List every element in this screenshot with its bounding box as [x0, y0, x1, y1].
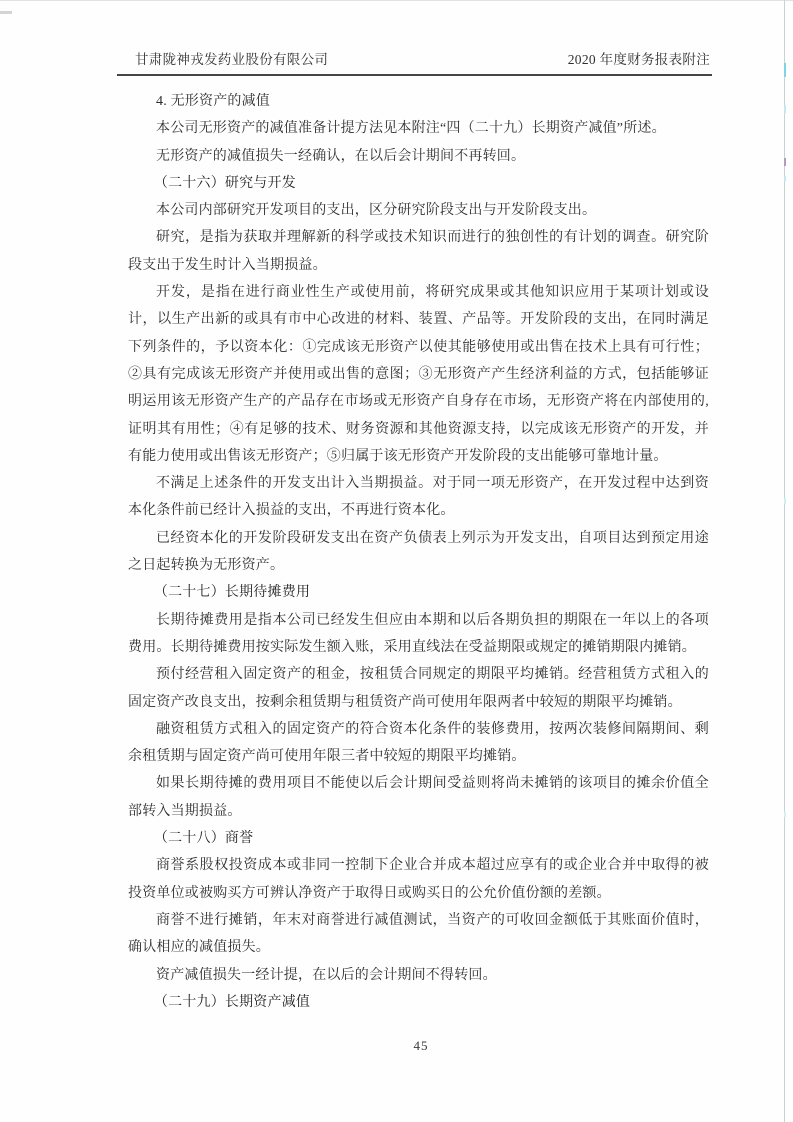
header-company-name: 甘肃陇神戎发药业股份有限公司 — [135, 52, 329, 67]
scan-corner-mark — [0, 11, 12, 14]
section-heading: （二十七）长期待摊费用 — [153, 585, 311, 601]
scan-artifact-tick — [784, 498, 786, 504]
paragraph: 已经资本化的开发阶段研发支出在资产负债表上列示为开发支出，自项目达到预定用途之日起转换为无形资产。 — [128, 530, 709, 574]
paragraph: 如果长期待摊的费用项目不能使以后会计期间受益则将尚未摊销的该项目的摊余价值全部转入当期损益。 — [128, 776, 709, 819]
scan-artifact-tick — [784, 176, 786, 181]
scan-artifact-tick — [784, 158, 786, 166]
subsection-heading: 4. 无形资产的减值 — [156, 94, 270, 109]
paragraph: 本公司无形资产的减值准备计提方法见本附注“四（二十九）长期资产减值”所述。 — [156, 121, 666, 137]
paragraph: 资产减值损失一经计提，在以后的会计期间不得转回。 — [156, 967, 497, 983]
paragraph: 开发，是指在进行商业性生产或使用前，将研究成果或其他知识应用于某项计划或设计，以生产出新的或具有市中心改进的材料、装置、产品等。开发阶段的支出，在同时满足下列条件的，予以资本化：①完成该无形资产以使其能够使用或出售在技术上具有可行性；②具有完成该无形资产并使用或出售的意图；③无形资产产生经济利益的方式，包括能够证明运用该无形资产生产的产品存在市场或无形资产自身存在市场，无形资产将在内部使用的, 证明其有用性；④有足够的技术、财务资源和其他资源支持，以完成该无形资产的开发，并有能力使用或出售该无形资产；⑤归属于该无形资产开发阶段的支出能够可靠地计量。 — [128, 285, 709, 464]
paragraph: 长期待摊费用是指本公司已经发生但应由本期和以后各期负担的期限在一年以上的各项费用。长期待摊费用按实际发生额入账，采用直线法在受益期限或规定的摊销期限内摊销。 — [128, 612, 709, 655]
scan-edge-right-line — [784, 0, 785, 1122]
paragraph: 本公司内部研究开发项目的支出，区分研究阶段支出与开发阶段支出。 — [156, 203, 597, 219]
scan-edge-top-line — [0, 0, 793, 1]
paragraph: 无形资产的减值损失一经确认，在以后会计期间不再转回。 — [156, 148, 526, 164]
scan-artifact-tick — [784, 63, 786, 77]
page-header — [117, 48, 712, 76]
paragraph: 预付经营租入固定资产的租金，按租赁合同规定的期限平均摊销。经营租赁方式租入的固定资产改良支出，按剩余租赁期与租赁资产尚可使用年限两者中较短的期限平均摊销。 — [128, 667, 709, 710]
section-heading: （二十六）研究与开发 — [153, 175, 296, 191]
header-doc-title: 2020 年度财务报表附注 — [567, 52, 710, 67]
paragraph: 融资租赁方式租入的固定资产的符合资本化条件的装修费用，按两次装修间隔期间、剩余租赁期与固定资产尚可使用年限三者中较短的期限平均摊销。 — [128, 721, 709, 765]
section-heading: （二十八）商誉 — [153, 831, 254, 847]
scan-artifact-tick — [784, 105, 786, 113]
section-heading: （二十九）长期资产减值 — [153, 994, 311, 1010]
paragraph: 商誉不进行摊销，年末对商誉进行减值测试，当资产的可收回金额低于其账面价值时，确认相应的减值损失。 — [128, 912, 709, 956]
page-number: 45 — [413, 1038, 429, 1053]
document-body — [128, 88, 709, 1016]
scan-artifact-tick — [784, 812, 786, 817]
paragraph: 研究，是指为获取并理解新的科学或技术知识而进行的独创性的有计划的调查。研究阶段支出于发生时计入当期损益。 — [128, 230, 709, 273]
paragraph: 商誉系股权投资成本或非同一控制下企业合并成本超过应享有的或企业合并中取得的被投资单位或被购买方可辨认净资产于取得日或购买日的公允价值份额的差额。 — [128, 858, 709, 901]
paragraph: 不满足上述条件的开发支出计入当期损益。对于同一项无形资产，在开发过程中达到资本化条件前已经计入损益的支出，不再进行资本化。 — [128, 476, 709, 519]
